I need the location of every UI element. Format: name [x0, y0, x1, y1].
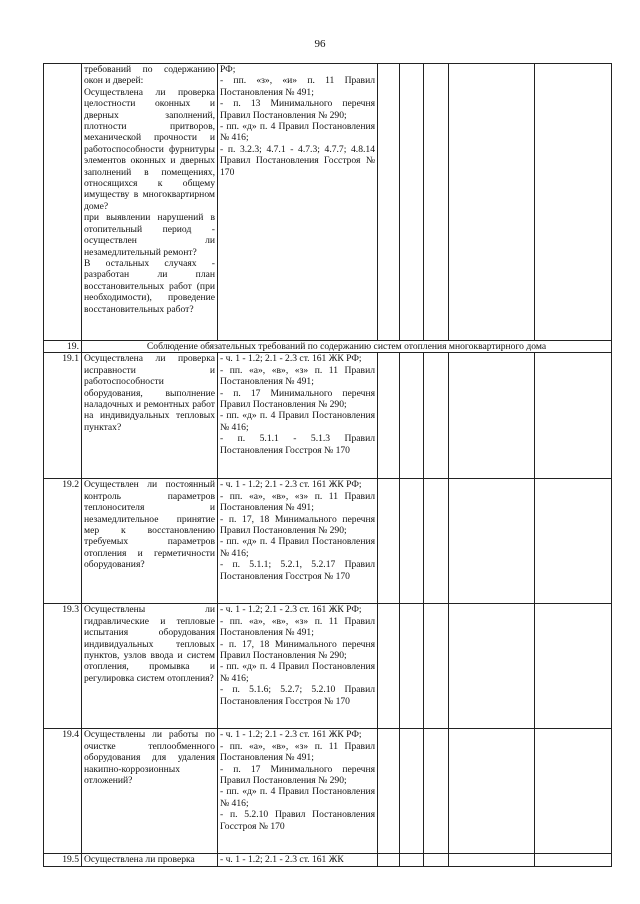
comment-cell[interactable]: [449, 479, 535, 604]
answer-na-cell[interactable]: [424, 64, 449, 341]
note-cell[interactable]: [535, 353, 612, 479]
answer-no-cell[interactable]: [400, 64, 424, 341]
answer-no-cell[interactable]: [400, 729, 424, 854]
reference-cell: - ч. 1 - 1.2; 2.1 - 2.3 ст. 161 ЖК РФ; - пп. «а», «в», «з» п. 11 Правил Постановления № 491; - п. 17, 18 Минимального перечня Правил Постановления № 290; - пп. «д» п. 4 Правил Постановления № 416; - п. 5.1.1; 5.2.1, 5.2.17 Правил Постановления Госстроя № 170: [218, 479, 378, 604]
note-cell[interactable]: [535, 479, 612, 604]
section-number: 19.: [44, 341, 82, 353]
answer-na-cell[interactable]: [424, 854, 449, 867]
comment-cell[interactable]: [449, 604, 535, 729]
question-cell: требований по содержанию окон и дверей: Осуществлена ли проверка целостности оконных и дверных заполнений, плотности притворов, механической прочности и работоспособности фурнитуры элементов оконных и дверных заполнений в помещениях, относящихся к общему имуществу в многоквартирном доме? при выявлении нарушений в отопительный период - осуществлен ли незамедлительный ремонт? В остальных случаях - разработан ли план восстановительных работ (при необходимости), проведение восстановительных работ?: [82, 64, 218, 341]
answer-no-cell[interactable]: [400, 854, 424, 867]
row-number: 19.1: [44, 353, 82, 479]
section-title: Соблюдение обязательных требований по содержанию систем отопления многоквартирного дома: [82, 341, 612, 353]
comment-cell[interactable]: [449, 353, 535, 479]
answer-na-cell[interactable]: [424, 479, 449, 604]
answer-yes-cell[interactable]: [378, 353, 400, 479]
answer-yes-cell[interactable]: [378, 604, 400, 729]
question-cell: Осуществлены ли работы по очистке теплообменного оборудования для удаления накипно-коррозионных отложений?: [82, 729, 218, 854]
table-row: [44, 729, 612, 854]
question-cell: Осуществлена ли проверка: [82, 854, 218, 867]
page-number: 96: [314, 38, 326, 50]
answer-na-cell[interactable]: [424, 729, 449, 854]
answer-no-cell[interactable]: [400, 353, 424, 479]
answer-no-cell[interactable]: [400, 479, 424, 604]
table-row: [44, 479, 612, 604]
reference-cell: - ч. 1 - 1.2; 2.1 - 2.3 ст. 161 ЖК РФ; - пп. «а», «в», «з» п. 11 Правил Постановления № 491; - п. 17, 18 Минимального перечня Правил Постановления № 290; - пп. «д» п. 4 Правил Постановления № 416; - п. 5.1.6; 5.2.7; 5.2.10 Правил Постановления Госстроя № 170: [218, 604, 378, 729]
answer-no-cell[interactable]: [400, 604, 424, 729]
table-row: [44, 353, 612, 479]
answer-na-cell[interactable]: [424, 604, 449, 729]
reference-cell: - ч. 1 - 1.2; 2.1 - 2.3 ст. 161 ЖК: [218, 854, 378, 867]
answer-yes-cell[interactable]: [378, 479, 400, 604]
checklist-table: [43, 63, 612, 867]
question-cell: Осуществлен ли постоянный контроль параметров теплоносителя и незамедлительное принятие мер к восстановлению требуемых параметров отопления и герметичности оборудования?: [82, 479, 218, 604]
row-number: [44, 64, 82, 341]
table-row: [44, 854, 612, 867]
answer-yes-cell[interactable]: [378, 729, 400, 854]
answer-yes-cell[interactable]: [378, 854, 400, 867]
reference-cell: РФ; - пп. «з», «и» п. 11 Правил Постановления № 491; - п. 13 Минимального перечня Правил Постановления № 290; - пп. «д» п. 4 Правил Постановления № 416; - п. 3.2.3; 4.7.1 - 4.7.3; 4.7.7; 4.8.14 Правил Постановления Госстроя № 170: [218, 64, 378, 341]
row-number: 19.4: [44, 729, 82, 854]
note-cell[interactable]: [535, 604, 612, 729]
row-number: 19.3: [44, 604, 82, 729]
comment-cell[interactable]: [449, 854, 535, 867]
question-cell: Осуществлены ли гидравлические и тепловые испытания оборудования индивидуальных тепловых пунктов, узлов ввода и систем отопления, промывка и регулировка систем отопления?: [82, 604, 218, 729]
row-number: 19.2: [44, 479, 82, 604]
reference-cell: - ч. 1 - 1.2; 2.1 - 2.3 ст. 161 ЖК РФ; - пп. «а», «в», «з» п. 11 Правил Постановления № 491; - п. 17 Минимального перечня Правил Постановления № 290; - пп. «д» п. 4 Правил Постановления № 416; - п. 5.2.10 Правил Постановления Госстроя № 170: [218, 729, 378, 854]
comment-cell[interactable]: [449, 64, 535, 341]
answer-yes-cell[interactable]: [378, 64, 400, 341]
note-cell[interactable]: [535, 729, 612, 854]
comment-cell[interactable]: [449, 729, 535, 854]
note-cell[interactable]: [535, 64, 612, 341]
table-row: [44, 64, 612, 341]
note-cell[interactable]: [535, 854, 612, 867]
answer-na-cell[interactable]: [424, 353, 449, 479]
table-row: [44, 604, 612, 729]
question-cell: Осуществлена ли проверка исправности и работоспособности оборудования, выполнение наладочных и ремонтных работ на индивидуальных тепловых пунктах?: [82, 353, 218, 479]
row-number: 19.5: [44, 854, 82, 867]
reference-cell: - ч. 1 - 1.2; 2.1 - 2.3 ст. 161 ЖК РФ; - пп. «а», «в», «з» п. 11 Правил Постановления № 491; - п. 17 Минимального перечня Правил Постановления № 290; - пп. «д» п. 4 Правил Постановления № 416; - п. 5.1.1 - 5.1.3 Правил Постановления Госстроя № 170: [218, 353, 378, 479]
section-row: [44, 341, 612, 353]
